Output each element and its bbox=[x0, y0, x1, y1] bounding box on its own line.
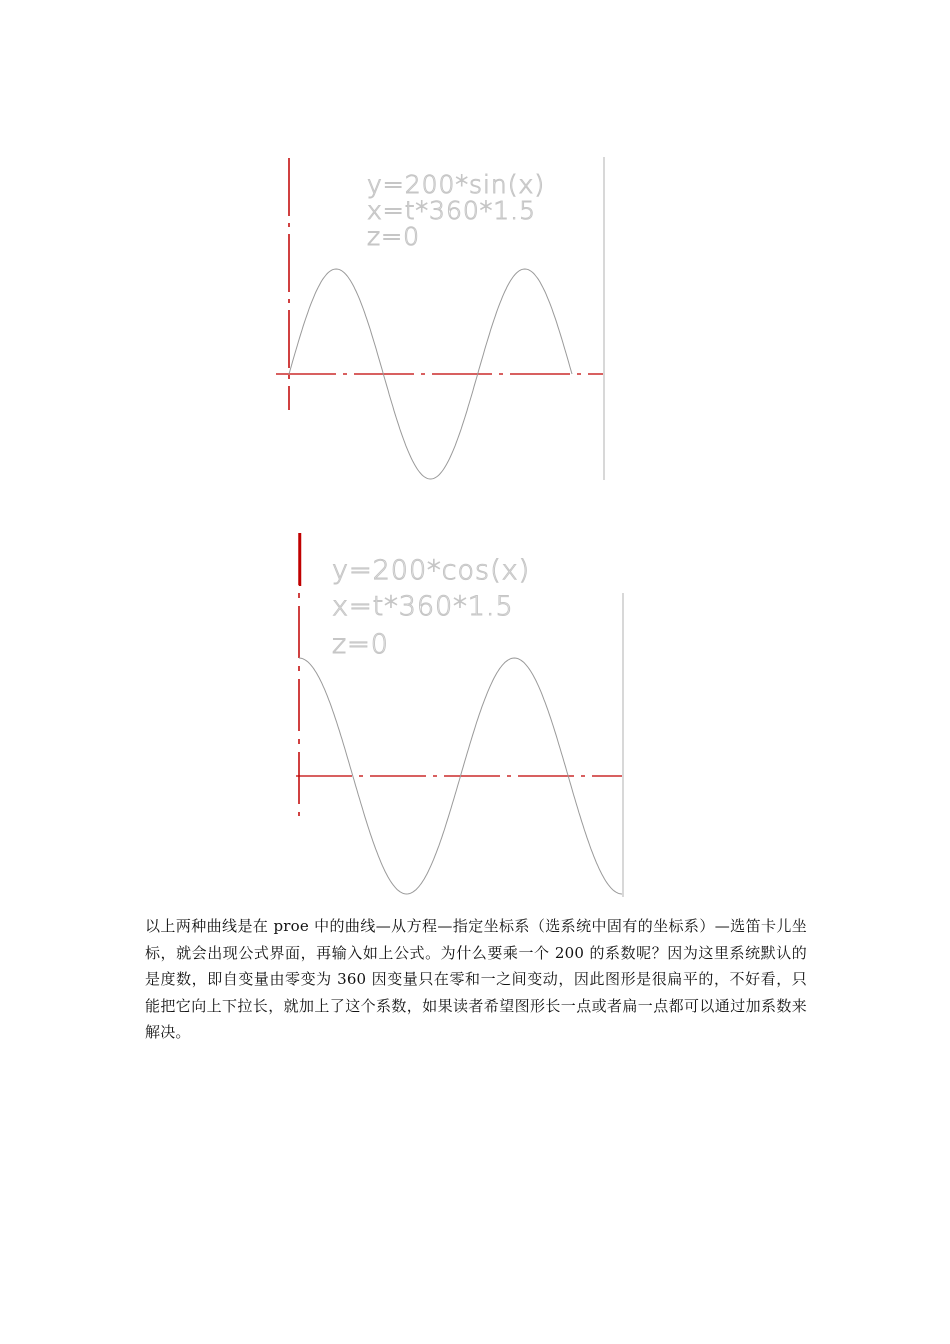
cosine-equation-z: z=0 bbox=[332, 629, 389, 660]
cosine-equation-y: y=200*cos(x) bbox=[332, 555, 531, 586]
sine-equation-z: z=0 bbox=[367, 222, 420, 251]
cosine-equation-x: x=t*360*1.5 bbox=[332, 591, 514, 622]
sine-equation-x: x=t*360*1.5 bbox=[367, 196, 537, 225]
cosine-figure bbox=[296, 533, 623, 897]
sine-equation-y: y=200*sin(x) bbox=[367, 170, 546, 199]
sine-figure bbox=[276, 157, 604, 480]
caption-paragraph: 以上两种曲线是在 proe 中的曲线—从方程—指定坐标系（选系统中固有的坐标系）—选笛卡儿坐标，就会出现公式界面，再输入如上公式。为什么要乘一个 200 的系数呢？因为这里系统默认的是度数，即自变量由零变为 360 因变量只在零和一之间变动，因此图形是很扁平的，不好看，只能把它向上下拉长，就加上了这个系数，如果读者希望图形长一点或者扁一点都可以通过加系数来解决。 bbox=[145, 917, 807, 1041]
